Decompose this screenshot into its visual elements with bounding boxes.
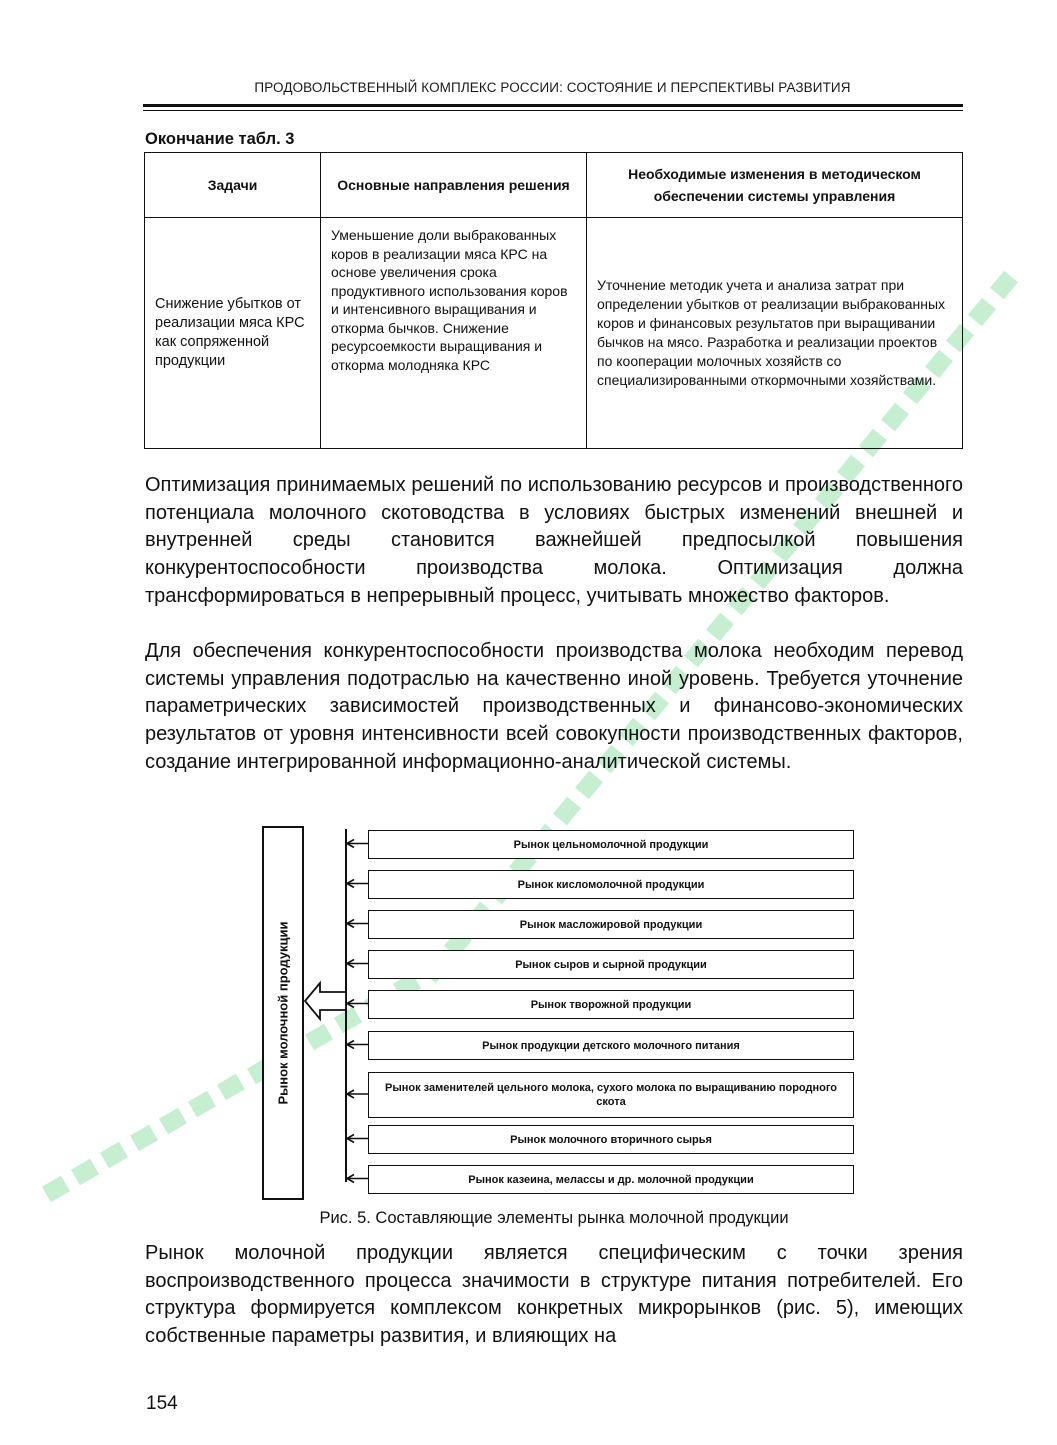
paragraph-1: Оптимизация принимаемых решений по использованию ресурсов и производственного потенциала молочного скотоводства в условиях быстрых изменений внешней и внутренней среды становится важнейшей предпосылкой повышения конкурентоспособности производства молока. Оптимизация должна трансформироваться в непрерывный процесс, учитывать множество факторов. — [145, 474, 963, 607]
market-box-2: Рынок кисломолочной продукции — [368, 870, 854, 899]
table-row — [145, 218, 963, 449]
watermark-segment — [466, 902, 494, 930]
watermark-segment — [188, 1091, 216, 1118]
header-tasks: Задачи — [145, 153, 321, 218]
table-caption: Окончание табл. 3 — [145, 130, 295, 148]
main-market-box — [262, 826, 304, 1200]
arrowhead-icon — [347, 1041, 354, 1049]
watermark-segment — [364, 990, 392, 1017]
market-box-6: Рынок продукции детского молочного питания — [368, 1031, 854, 1060]
watermark-segment — [334, 1006, 362, 1033]
paragraph-2: Для обеспечения конкурентоспособности производства молока необходим перевод системы управления подотраслью на качественно иной уровень. Требуется уточнение параметрических зависимостей производственных и финансово-экономических результатов от уровня интенсивности всей совокупности производственных факторов, создание интегрированной информационно-аналитической системы. — [145, 640, 963, 773]
cell-task: Снижение убытков от реализации мяса КРС как сопряженной продукции — [145, 218, 321, 449]
arrowhead-icon — [347, 1090, 354, 1098]
watermark-segment — [276, 1040, 304, 1067]
watermark-segment — [305, 1023, 333, 1050]
watermark-segment — [393, 973, 421, 1000]
header-solutions: Основные направления решения — [321, 153, 587, 218]
table-header-row — [145, 153, 963, 218]
arrowhead-icon — [347, 1135, 354, 1143]
watermark-segment — [422, 955, 450, 983]
data-table — [144, 152, 963, 449]
page-number: 154 — [146, 1393, 178, 1414]
arrowhead-icon — [347, 880, 354, 888]
watermark-segment — [159, 1108, 187, 1135]
paragraph-3: Рынок молочной продукции является специфическим с точки зрения воспроизводственного процесса значимости в структуре питания потребителей. Его структура формируется комплексом конкретных микрорынков (рис. 5), имеющих собственные параметры развития, и влияющих на — [145, 1242, 963, 1348]
arrowhead-icon — [347, 960, 354, 968]
running-head: ПРОДОВОЛЬСТВЕННЫЙ КОМПЛЕКС РОССИИ: СОСТОЯНИЕ И ПЕРСПЕКТИВЫ РАЗВИТИЯ — [254, 80, 851, 95]
market-box-3: Рынок масложировой продукции — [368, 910, 854, 939]
watermark-segment — [217, 1074, 245, 1101]
watermark-segment — [130, 1125, 158, 1152]
watermark-segment — [444, 928, 472, 956]
header-rule — [143, 104, 963, 107]
watermark-segment — [42, 1176, 70, 1203]
arrowhead-icon — [347, 920, 354, 928]
main-market-label: Рынок молочной продукции — [275, 921, 291, 1105]
watermark-segment — [100, 1142, 128, 1169]
header-changes: Необходимые изменения в методическом обеспечении системы управления — [587, 153, 963, 218]
watermark-segment — [509, 850, 537, 878]
arrowhead-icon — [347, 1175, 354, 1183]
market-box-7: Рынок заменителей цельного молока, сухого молока по выращиванию породного скота — [368, 1072, 854, 1118]
figure-caption: Рис. 5. Составляющие элементы рынка молочной продукции — [319, 1209, 789, 1227]
header-rule-thin — [143, 110, 963, 111]
watermark-segment — [990, 271, 1018, 299]
watermark-segment — [553, 797, 581, 825]
arrowhead-icon — [347, 840, 354, 848]
market-box-1: Рынок цельномолочной продукции — [368, 830, 854, 859]
cell-solutions: Уменьшение доли выбракованных коров в реализации мяса КРС на основе увеличения срока продуктивного использования коров и интенсивного выращивания и откорма бычков. Снижение ресурсоемкости выращивания и откорма молодняка КРС — [321, 218, 587, 449]
market-box-9: Рынок казеина, мелассы и др. молочной продукции — [368, 1165, 854, 1194]
watermark-segment — [488, 876, 516, 904]
watermark-segment — [71, 1159, 99, 1186]
market-box-5: Рынок творожной продукции — [368, 990, 854, 1019]
cell-changes: Уточнение методик учета и анализа затрат при определении убытков от реализации выбракованных коров и финансовых результатов при выращивании бычков на мясо. Разработка и реализации проектов по кооперации молочных хозяйств со специализированными откормочными хозяйствами. — [587, 218, 963, 449]
watermark-segment — [968, 297, 996, 325]
market-box-4: Рынок сыров и сырной продукции — [368, 950, 854, 979]
watermark-segment — [531, 823, 559, 851]
watermark-segment — [247, 1057, 275, 1084]
market-box-8: Рынок молочного вторичного сырья — [368, 1125, 854, 1154]
